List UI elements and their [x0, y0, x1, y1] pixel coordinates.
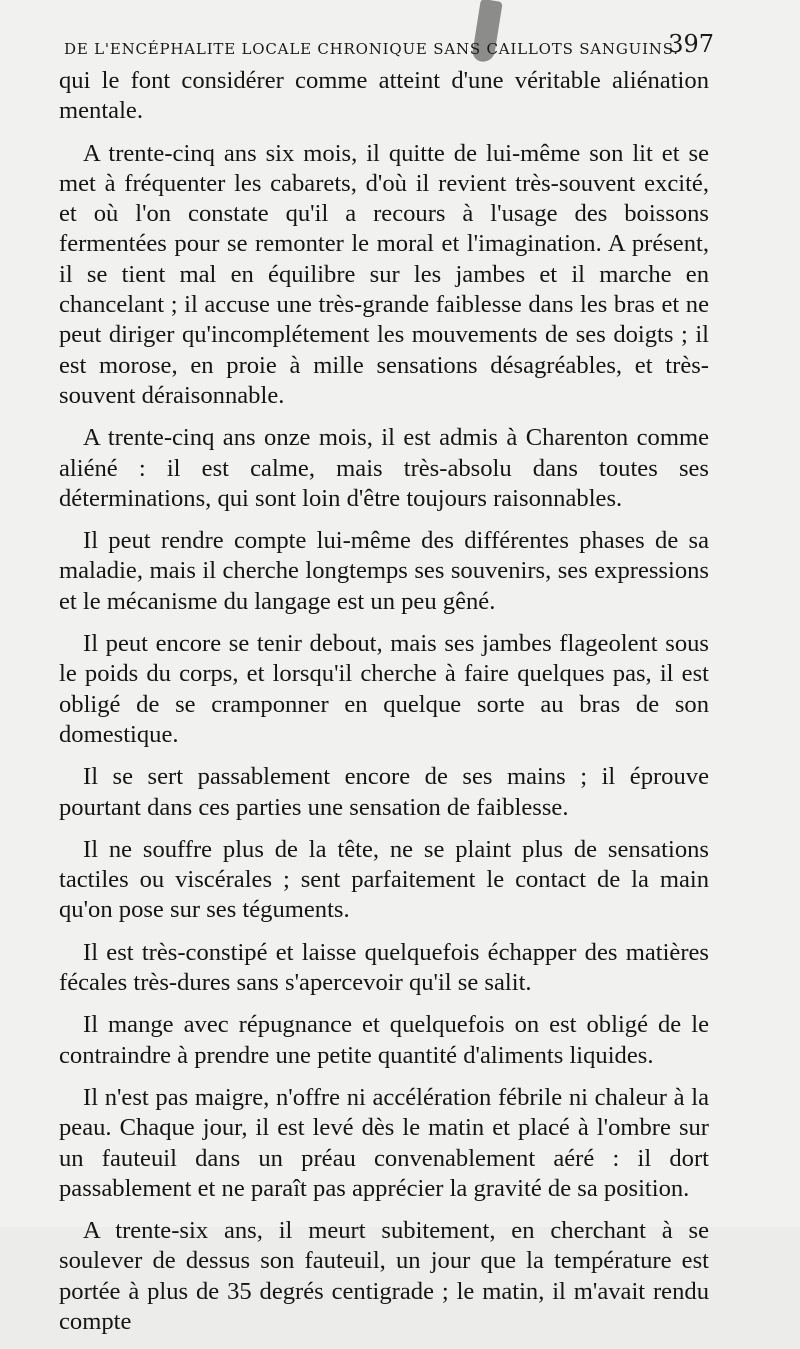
body-text — [59, 66, 709, 1349]
paragraph: Il peut rendre compte lui-même des différentes phases de sa maladie, mais il cherche longtemps ses souvenirs, ses expressions et le mécanisme du langage est un peu gêné. — [59, 527, 709, 615]
paragraph: Il se sert passablement encore de ses mains ; il éprouve pourtant dans ces parties une sensation de faiblesse. — [59, 763, 709, 821]
paragraph: qui le font considérer comme atteint d'une véritable aliénation mentale. — [59, 67, 709, 125]
paragraph: Il est très-constipé et laisse quelquefois échapper des matières fécales très-dures sans s'apercevoir qu'il se salit. — [59, 938, 709, 997]
paragraph: Il n'est pas maigre, n'offre ni accélération fébrile ni chaleur à la peau. Chaque jour, il est levé dès le matin et placé à l'ombre sur un fauteuil dans un préau convenablement aéré : il dort passablement et ne paraît pas apprécier la gravité de sa position. — [59, 1083, 709, 1202]
paragraph: A trente-cinq ans six mois, il quitte de lui-même son lit et se met à fréquenter les cabarets, d'où il revient très-souvent excité, et où l'on constate qu'il a recours à l'usage des boissons fermentées pour se remonter le moral et l'imagination. A présent, il se tient mal en équilibre sur les jambes et il marche en chancelant ; il accuse une très-grande faiblesse dans les bras et ne peut diriger qu'incomplétement les mouvements de ses doigts ; il est morose, en proie à mille sensations désagréables, et très-souvent déraisonnable. — [59, 139, 709, 409]
paragraph: A trente-cinq ans onze mois, il est admis à Charenton comme aliéné : il est calme, mais très-absolu dans toutes ses déterminations, qui sont loin d'être toujours raisonnables. — [59, 424, 709, 512]
paragraph: Il peut encore se tenir debout, mais ses jambes flageolent sous le poids du corps, et lorsqu'il cherche à faire quelques pas, il est obligé de se cramponner en quelque sorte au bras de son domestique. — [59, 630, 709, 748]
paragraph: A trente-six ans, il meurt subitement, en cherchant à se soulever de dessus son fauteuil, un jour que la température est portée à plus de 35 degrés centigrade ; le matin, il m'avait rendu compte — [59, 1217, 709, 1335]
paragraph: Il mange avec répugnance et quelquefois on est obligé de le contraindre à prendre une petite quantité d'aliments liquides. — [59, 1011, 709, 1069]
paragraph: Il ne souffre plus de la tête, ne se plaint plus de sensations tactiles ou viscérales ; sent parfaitement le contact de la main qu'on pose sur ses téguments. — [59, 835, 709, 924]
page-number: 397 — [668, 30, 714, 58]
page-header — [58, 30, 714, 66]
running-title: DE L'ENCÉPHALITE LOCALE CHRONIQUE SANS CAILLOTS SANGUINS. — [64, 40, 679, 58]
